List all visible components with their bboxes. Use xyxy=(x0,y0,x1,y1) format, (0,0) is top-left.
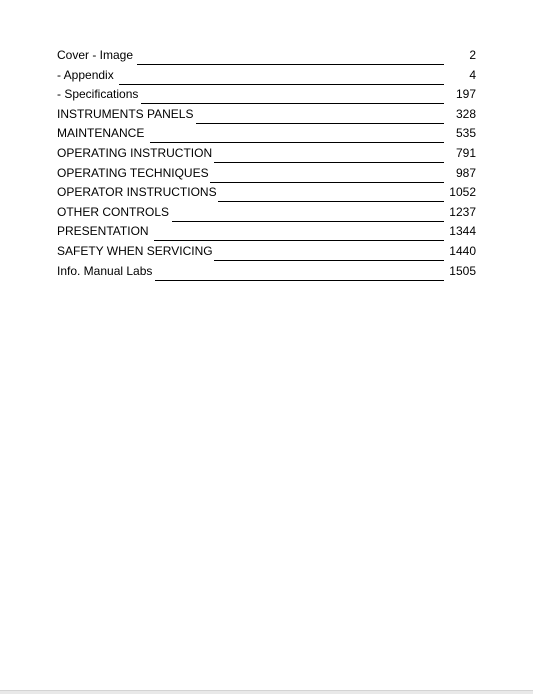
toc-entry-title: SAFETY WHEN SERVICING xyxy=(57,243,213,258)
toc-entry-page: 1344 xyxy=(449,224,476,239)
toc-entry-page: 987 xyxy=(455,165,476,180)
toc-entry-title: OPERATOR INSTRUCTIONS xyxy=(57,185,217,200)
toc-entry-title: OPERATING INSTRUCTION xyxy=(57,145,213,160)
toc-entry[interactable] xyxy=(57,66,477,86)
toc-entry-title: Info. Manual Labs xyxy=(57,263,153,278)
toc-entry-page: 1237 xyxy=(449,204,476,219)
toc-entry-title: - Appendix xyxy=(57,67,114,82)
page-bottom-edge xyxy=(0,690,533,694)
toc-entry-page: 2 xyxy=(469,48,476,62)
toc-entry[interactable] xyxy=(57,105,477,125)
toc-entry-page: 1505 xyxy=(449,263,476,278)
toc-entry-page: 535 xyxy=(455,126,476,141)
toc-entry-page: 4 xyxy=(469,67,476,82)
toc-entry[interactable] xyxy=(57,222,477,242)
toc-entry[interactable] xyxy=(57,46,477,66)
table-of-contents xyxy=(57,46,477,281)
toc-leader-line xyxy=(155,280,444,281)
toc-entry-title: OPERATING TECHNIQUES xyxy=(57,165,209,180)
toc-entry[interactable] xyxy=(57,144,477,164)
toc-entry[interactable] xyxy=(57,124,477,144)
toc-entry-title: MAINTENANCE xyxy=(57,126,145,141)
toc-entry-title: Cover - Image xyxy=(57,48,134,62)
toc-entry-page: 791 xyxy=(455,145,476,160)
toc-entry[interactable] xyxy=(57,242,477,262)
toc-entry-page: 1052 xyxy=(449,185,476,200)
toc-entry-page: 328 xyxy=(455,106,476,121)
toc-entry-title: PRESENTATION xyxy=(57,224,149,239)
toc-entry[interactable] xyxy=(57,262,477,282)
toc-entry-page: 1440 xyxy=(449,243,476,258)
toc-entry[interactable] xyxy=(57,164,477,184)
toc-entry-title: INSTRUMENTS PANELS xyxy=(57,106,194,121)
toc-entry[interactable] xyxy=(57,183,477,203)
toc-entry-page: 197 xyxy=(455,87,476,102)
toc-entry-title: OTHER CONTROLS xyxy=(57,204,170,219)
toc-entry[interactable] xyxy=(57,203,477,223)
toc-entry[interactable] xyxy=(57,85,477,105)
toc-entry-title: - Specifications xyxy=(57,87,139,102)
